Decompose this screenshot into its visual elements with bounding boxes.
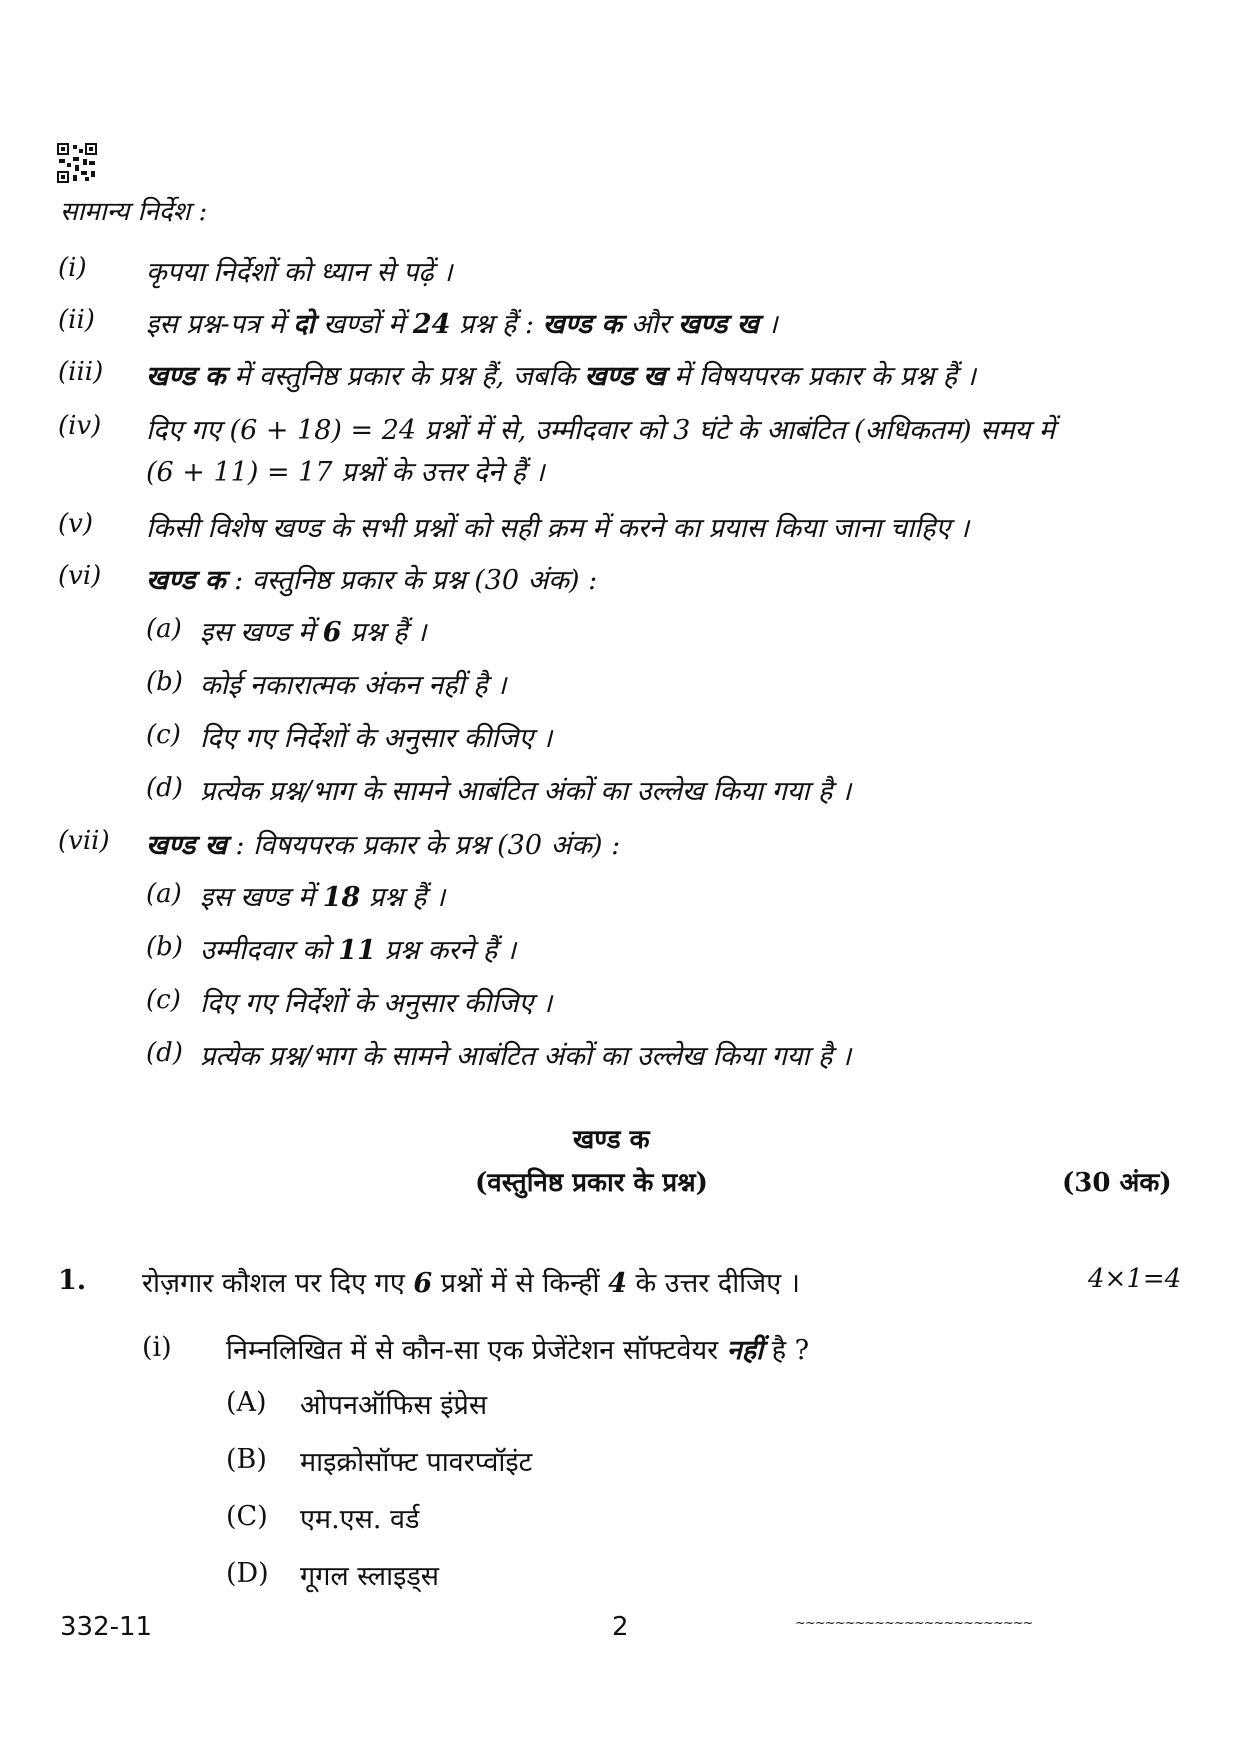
option-text: ओपनऑफिस इंप्रेस: [300, 1390, 488, 1421]
section-marks: (30 अंक): [1062, 1168, 1172, 1198]
sub-num: (c): [146, 720, 181, 750]
option-text: एम.एस. वर्ड: [300, 1504, 420, 1535]
option-text: गूगल स्लाइड्स: [300, 1561, 440, 1592]
sub-item: प्रत्येक प्रश्न/भाग के सामने आबंटित अंकों का उल्लेख किया गया है ।: [200, 1041, 852, 1072]
option-label: (B): [226, 1444, 267, 1475]
instruction-num: (ii): [58, 305, 95, 335]
sub-num: (b): [146, 667, 183, 697]
sub-num: (d): [146, 1038, 183, 1068]
instruction-num: (v): [58, 509, 93, 539]
sub-item: उम्मीदवार को 11 प्रश्न करने हैं ।: [200, 935, 516, 966]
option-label: (D): [226, 1558, 269, 1589]
page-number: 2: [612, 1612, 629, 1642]
option-text: माइक्रोसॉफ्ट पावरप्वॉइंट: [300, 1447, 533, 1478]
sub-num: (b): [146, 932, 183, 962]
section-title: खण्ड क: [573, 1125, 650, 1155]
sub-item: इस खण्ड में 6 प्रश्न हैं ।: [200, 617, 427, 648]
question-text: रोज़गार कौशल पर दिए गए 6 प्रश्नों में से किन्हीं 4 के उत्तर दीजिए ।: [142, 1268, 800, 1299]
instruction-num: (vii): [58, 826, 110, 856]
paper-code: 332-11: [60, 1612, 153, 1642]
sub-item: कोई नकारात्मक अंकन नहीं है ।: [200, 670, 507, 701]
instruction-item: खण्ड क में वस्तुनिष्ठ प्रकार के प्रश्न हैं, जबकि खण्ड ख में विषयपरक प्रकार के प्रश्न हैं ।: [146, 361, 976, 392]
sub-item: दिए गए निर्देशों के अनुसार कीजिए ।: [200, 988, 553, 1019]
sub-num: (a): [146, 879, 182, 909]
sub-item: दिए गए निर्देशों के अनुसार कीजिए ।: [200, 723, 553, 754]
qr-code-icon: [57, 143, 97, 183]
sub-item: प्रत्येक प्रश्न/भाग के सामने आबंटित अंकों का उल्लेख किया गया है ।: [200, 776, 852, 807]
instruction-item: खण्ड क : वस्तुनिष्ठ प्रकार के प्रश्न (30 अंक) :: [146, 565, 598, 596]
instruction-item-cont: (6 + 11) = 17 प्रश्नों के उत्तर देने हैं ।: [146, 457, 545, 488]
option-label: (C): [226, 1501, 268, 1532]
option-label: (A): [226, 1387, 267, 1418]
subquestion-text: निम्नलिखित में से कौन-सा एक प्रेजेंटेशन सॉफ्टवेयर नहीं है ?: [226, 1335, 810, 1366]
instruction-item: कृपया निर्देशों को ध्यान से पढ़ें ।: [146, 257, 453, 288]
instruction-item: दिए गए (6 + 18) = 24 प्रश्नों में से, उम्मीदवार को 3 घंटे के आबंटित (अधिकतम) समय में: [146, 415, 1055, 446]
subquestion-num: (i): [142, 1332, 172, 1363]
sub-num: (a): [146, 614, 182, 644]
instruction-num: (iii): [58, 357, 104, 387]
question-number: 1.: [58, 1265, 87, 1296]
sub-num: (d): [146, 773, 183, 803]
wavy-mark: ~~~~~~~~~~~~~~~~~~~~~~~~: [795, 1616, 1033, 1631]
instruction-item: किसी विशेष खण्ड के सभी प्रश्नों को सही क्रम में करने का प्रयास किया जाना चाहिए ।: [146, 513, 970, 544]
instruction-num: (iv): [58, 411, 102, 441]
general-instructions-heading: सामान्य निर्देश :: [60, 197, 208, 227]
instruction-item: खण्ड ख : विषयपरक प्रकार के प्रश्न (30 अंक) :: [146, 830, 621, 861]
question-marks: 4×1=4: [1088, 1264, 1182, 1294]
instruction-item: इस प्रश्न-पत्र में दो खण्डों में 24 प्रश्न हैं : खण्ड क और खण्ड ख ।: [146, 309, 778, 340]
section-subtitle: (वस्तुनिष्ठ प्रकार के प्रश्न): [475, 1168, 708, 1198]
sub-num: (c): [146, 985, 181, 1015]
instruction-num: (i): [58, 253, 87, 283]
instruction-num: (vi): [58, 561, 102, 591]
sub-item: इस खण्ड में 18 प्रश्न हैं ।: [200, 882, 446, 913]
